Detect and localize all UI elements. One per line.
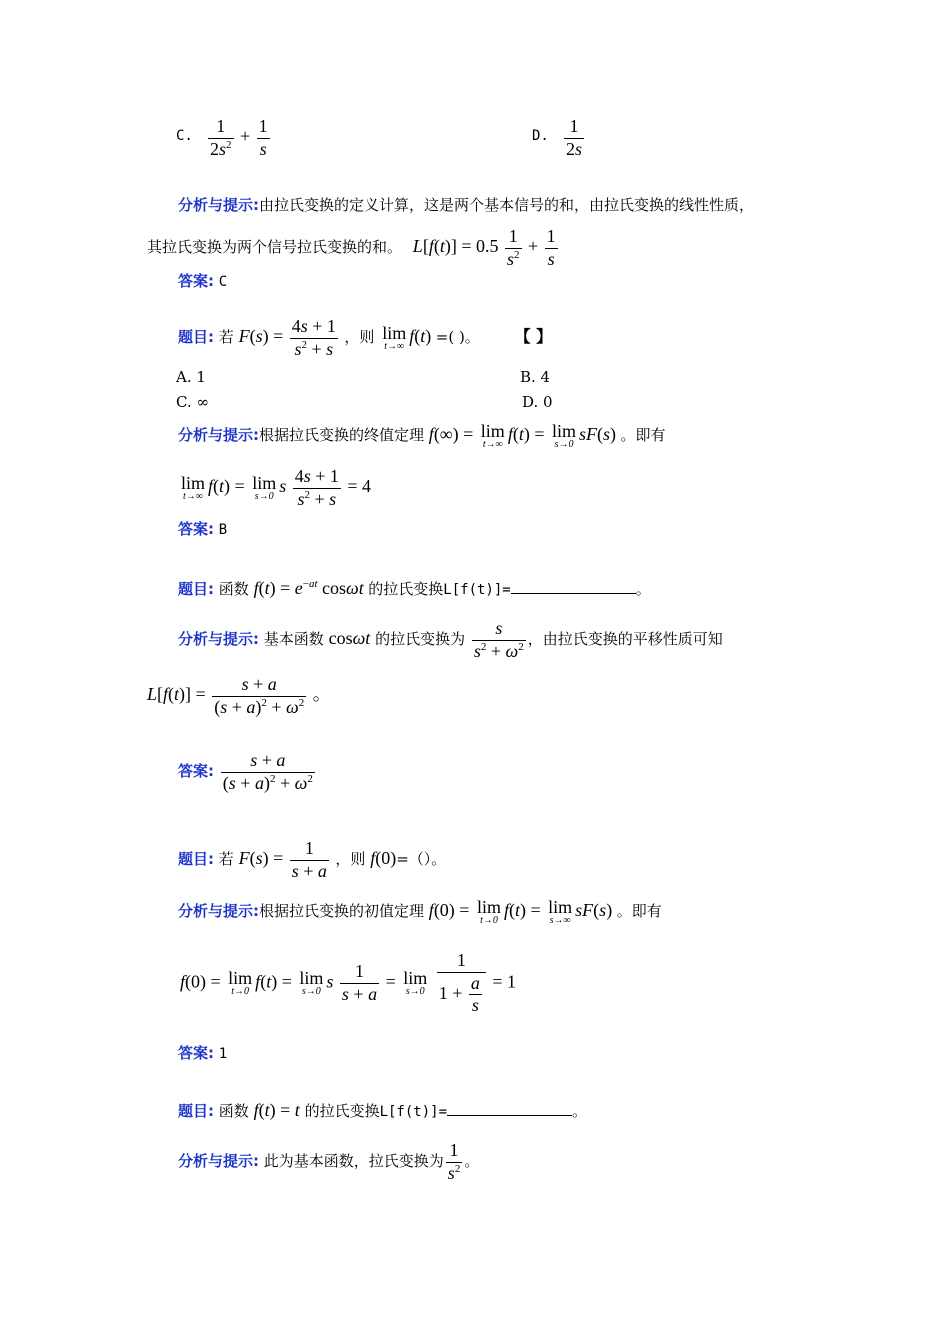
question-label: 题目:: [178, 580, 214, 598]
analysis-text: 其拉氏变换为两个信号拉氏变换的和。: [147, 238, 403, 257]
analysis-text: 。: [464, 1152, 480, 1171]
analysis-label: 分析与提示:: [178, 630, 259, 649]
answer-label: 答案:: [178, 1044, 214, 1062]
question-text: 若: [218, 850, 234, 869]
analysis-text: 。即有: [620, 426, 666, 445]
question-text: 函数: [218, 580, 249, 598]
question-text: =( )。: [435, 328, 480, 347]
analysis-text: 基本函数: [263, 630, 324, 649]
answer-label: 答案:: [178, 762, 214, 781]
answer-blank[interactable]: [447, 1101, 572, 1116]
cos-formula: cosωt: [328, 628, 371, 649]
option-d-formula: $\frac{1}{2s}$: [566, 116, 583, 159]
answer-formula: $\frac{1}{s^2}$: [447, 1140, 461, 1183]
analysis-label: 分析与提示:: [178, 426, 259, 445]
option-a: A. 1: [176, 368, 206, 386]
answer-value: C: [218, 274, 228, 290]
answer-formula: $\frac{s + a}{(s + a)^2 + \omega^2}$: [222, 750, 313, 793]
question-text: ，则: [335, 850, 366, 869]
answer-label: 答案:: [178, 272, 214, 290]
option-c-label: C.: [176, 128, 193, 144]
option-d-label: D.: [532, 128, 549, 144]
question-formula: F(s) = $\frac{4s + 1}{s^2 + s}$: [238, 316, 336, 359]
analysis-label: 分析与提示:: [178, 196, 259, 214]
analysis-text: 的拉氏变换为: [375, 630, 466, 649]
analysis-label: 分析与提示:: [178, 1152, 259, 1171]
option-c: C. ∞: [176, 393, 209, 411]
initial-value-theorem: f(0) = lim t→0 f(t) = lim s→∞ sF(s): [428, 897, 617, 926]
question-formula: f(t) = t: [253, 1100, 300, 1120]
answer-label: 答案:: [178, 520, 214, 538]
question-formula: F(s) = $\frac{1}{s + a}$: [238, 838, 327, 881]
question-text: 若: [218, 328, 234, 347]
option-b: B. 4: [520, 368, 551, 386]
option-d: D. 0: [522, 393, 553, 411]
option-c-formula: $\frac{1}{2s^2}$ + $\frac{1}{s}$: [210, 116, 268, 159]
question-label: 题目:: [178, 328, 214, 347]
question-text: 。: [635, 580, 651, 598]
analysis-text: 此为基本函数，拉氏变换为: [263, 1152, 444, 1171]
question-text: L[f(t)]=: [379, 1104, 448, 1120]
question-text: 。: [572, 1102, 588, 1120]
answer-bracket: 【 】: [514, 327, 553, 347]
analysis-label: 分析与提示:: [178, 902, 259, 921]
analysis-text: 根据拉氏变换的初值定理: [259, 902, 425, 921]
analysis-text: 根据拉氏变换的终值定理: [259, 426, 425, 445]
shift-formula: L[f(t)] = $\frac{s + a}{(s + a)^2 + \omega^2}$ 。: [147, 674, 331, 717]
limit-formula: lim t→∞ f(t): [382, 323, 436, 353]
question-label: 题目:: [178, 1102, 214, 1120]
answer-value: B: [218, 522, 228, 538]
cos-transform: $\frac{s}{s^2 + \omega^2}$: [473, 618, 524, 661]
derivation-formula: lim t→∞ f(t) = lim s→0 s $\frac{4s + 1}{s^2 + s}$ = 4: [181, 466, 372, 509]
question-text: 的拉氏变换: [304, 1102, 380, 1120]
question-formula: f(0): [370, 848, 397, 869]
question-text: 函数: [218, 1102, 249, 1120]
question-text: ，则: [344, 328, 375, 347]
answer-value: 1: [218, 1046, 228, 1062]
analysis-text: 由拉氏变换的定义计算，这是两个基本信号的和，由拉氏变换的线性性质，: [259, 196, 755, 214]
analysis-text: 。即有: [616, 902, 662, 921]
question-text: =（）。: [396, 850, 447, 869]
question-text: L[f(t)]=: [443, 582, 511, 598]
question-text: 的拉氏变换: [368, 580, 444, 598]
question-formula: $f(t) = e^{-at}$ cosωt: [253, 578, 364, 598]
answer-blank[interactable]: [511, 579, 636, 594]
laplace-formula: L[f(t)] = 0.5 $\frac{1}{s^2}$ + $\frac{1}{s}$: [412, 226, 556, 269]
question-label: 题目:: [178, 850, 214, 869]
final-value-theorem: f(∞) = lim t→∞ f(t) = lim s→0 sF(s): [428, 421, 621, 450]
derivation-formula: f(0) = lim t→0 f(t) = lim s→0 s $\frac{1}{s + a}$ = lim s→0 1 1 + $\frac{a}{s}$ = 1: [180, 950, 517, 1016]
analysis-text: ，由拉氏变换的平移性质可知: [527, 630, 723, 649]
